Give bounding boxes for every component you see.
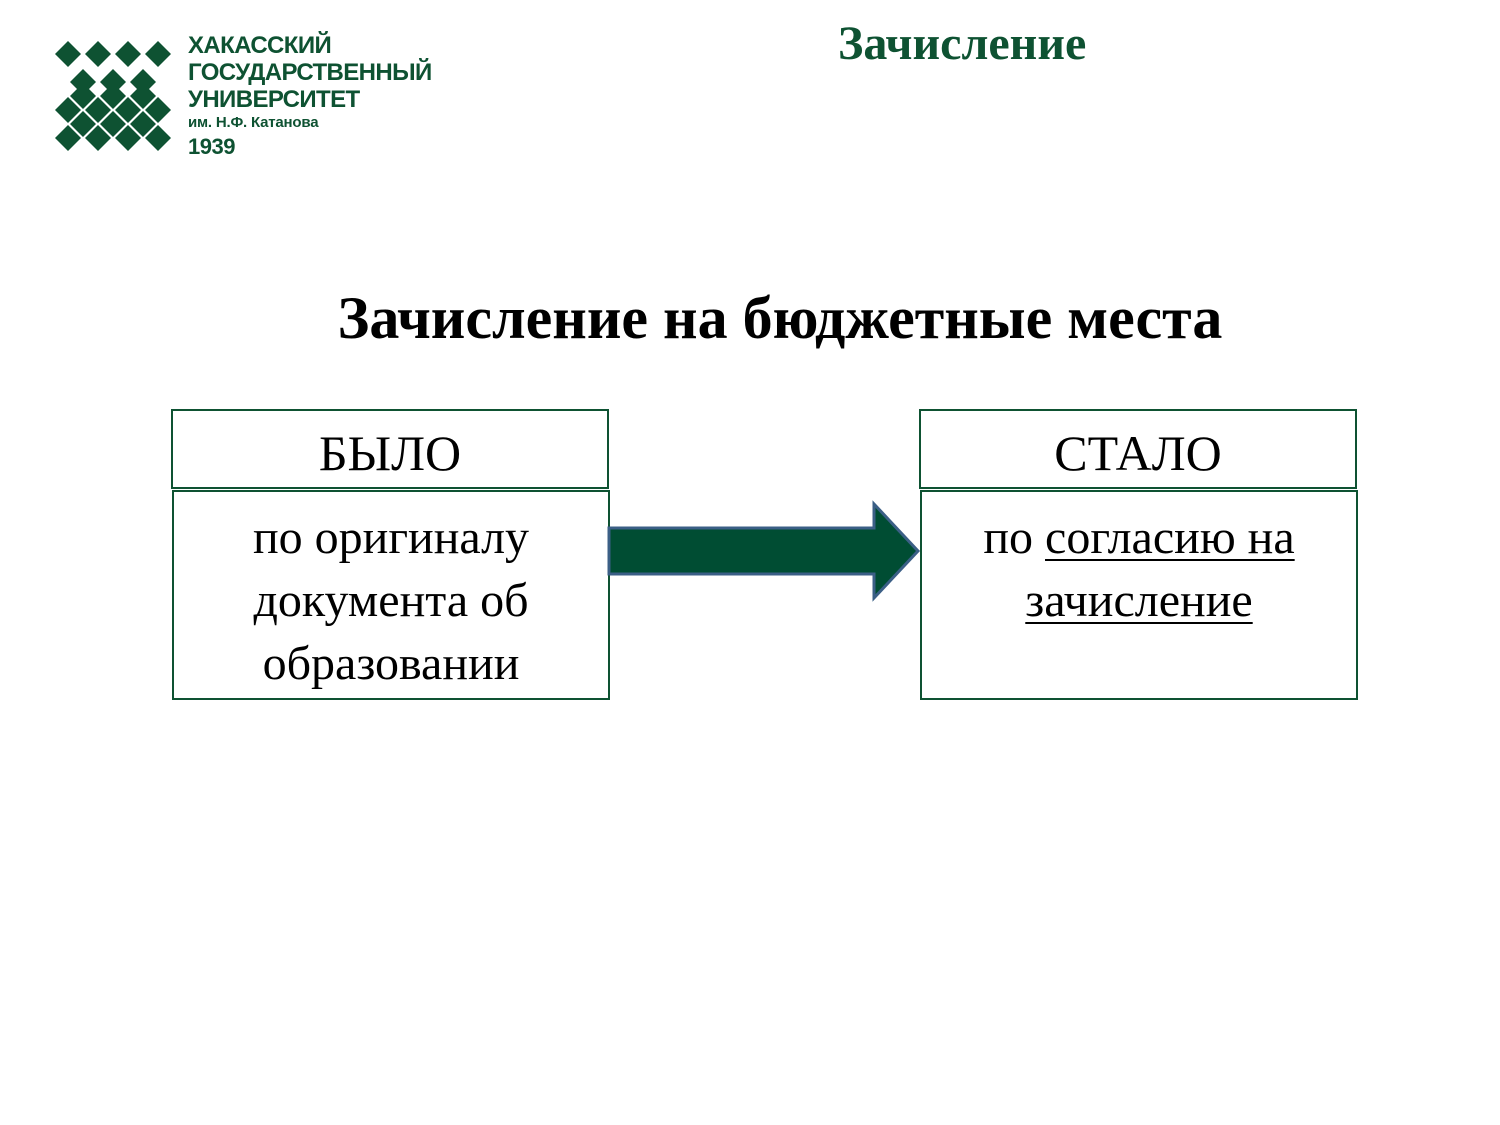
header-title: Зачисление [838, 17, 1087, 70]
logo-year: 1939 [188, 134, 235, 159]
before-text-line-1: по оригиналу [252, 511, 530, 564]
logo-line-4: им. Н.Ф. Катанова [188, 114, 319, 131]
logo-line-1: ХАКАССКИЙ [188, 32, 332, 59]
after-text-prefix: по [983, 511, 1046, 564]
university-logo-text [188, 34, 432, 163]
after-text-underlined-2: зачисление [1025, 574, 1253, 627]
slide-title: Зачисление на бюджетные места [337, 285, 1223, 351]
before-label-box: БЫЛО [171, 409, 609, 489]
logo-diamond [85, 41, 111, 67]
after-text-line-2 [922, 569, 1356, 632]
logo-diamond [55, 41, 81, 67]
before-text-line-2: документа об [253, 574, 529, 627]
after-text-box [920, 490, 1358, 700]
logo-line-3: УНИВЕРСИТЕТ [188, 86, 360, 113]
university-logo-mark-icon [50, 38, 172, 154]
right-arrow-icon [606, 500, 922, 602]
logo-line-2: ГОСУДАРСТВЕННЫЙ [188, 59, 432, 86]
logo-diamond [145, 41, 171, 67]
after-label-box: СТАЛО [919, 409, 1357, 489]
before-text-box [172, 490, 610, 700]
logo-diamond [115, 41, 141, 67]
after-text-underlined-1: согласию на [1045, 511, 1295, 564]
after-text-line-1 [922, 506, 1356, 569]
before-text-line-3: образовании [262, 637, 520, 690]
